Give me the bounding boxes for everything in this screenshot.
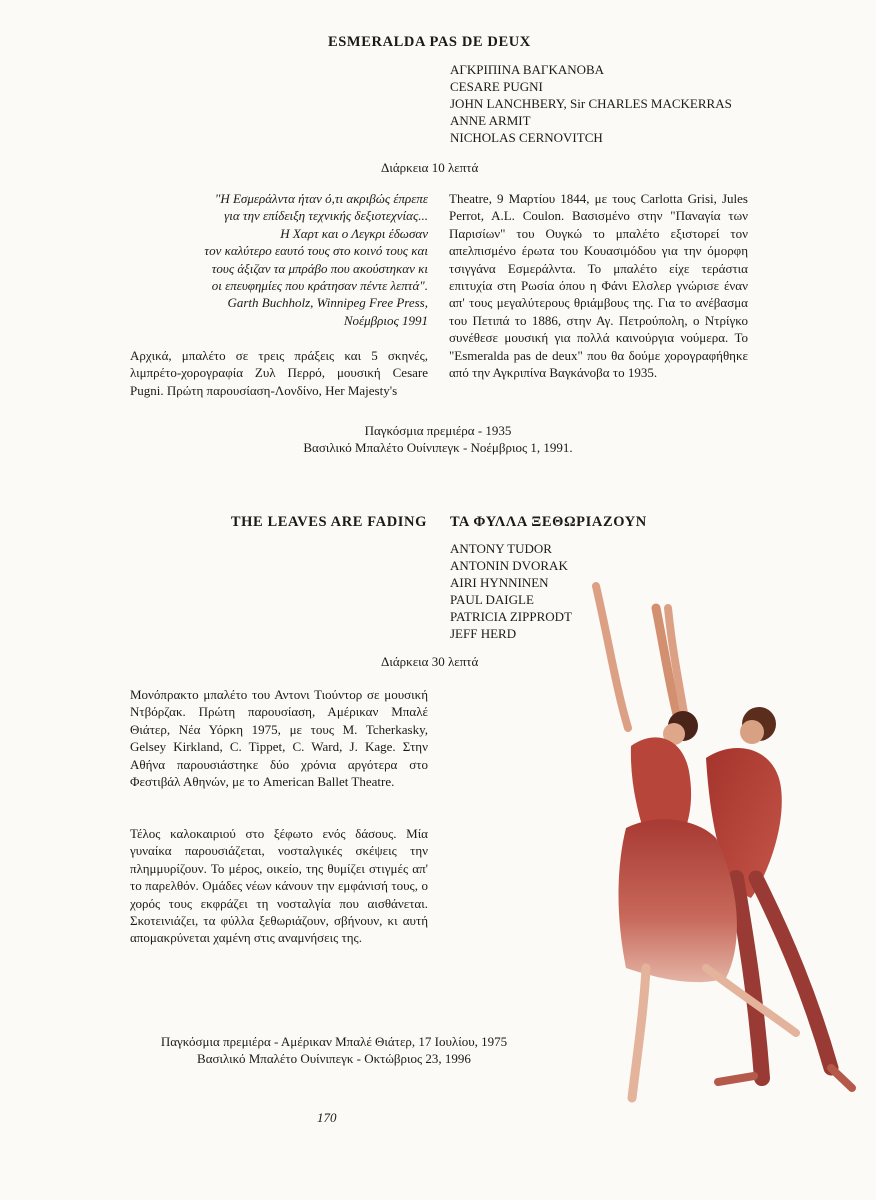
leaves-synopsis: Τέλος καλοκαιριού στο ξέφωτο ενός δάσους. Μία γυναίκα παρουσιάζεται, νοσταλγικές σκέψεις την πλημμυρίζουν. Το μέρος, οικείο, της θυμίζει στιγμές απ' το παρελθόν. Ομάδες νέων κάνουν την εμφάνισή τους, ο χορός τους εκφράζει τη νοσταλγία που αισθάνεται. Σκοτεινιάζει, τα φύλλα ξεθωριάζουν, σβήνουν, κι αυτή απομακρύνεται χαμένη στις αναμνήσεις της. [130, 826, 428, 946]
quote-line: για την επίδειξη τεχνικής δεξιοτεχνίας... [224, 208, 428, 224]
quote-line: οι επευφημίες που κράτησαν πέντε λεπτά". [211, 278, 428, 294]
leaves-title-english: THE LEAVES ARE FADING [230, 514, 427, 530]
esmeralda-history-right: Theatre, 9 Μαρτίου 1844, με τους Carlotta Grisi, Jules Perrot, A.L. Coulon. Βασισμένο στην "Παναγία των Παρισίων" του Ουγκώ το μπαλέτο εξιστορεί τον απελπισμένο έρωτα του Κουασιμόδου για την όμορφη τσιγγάνα Εσμεράλντα. Το μπαλέτο είχε τεράστια επιτυχία στη Ρωσία όπου η Φάνι Ελσλερ γνώρισε έναν απ' τους μεγαλύτερους θριάμβους της. Για το ανέβασμα του Πετιπά το 1886, στην Αγ. Πετρούπολη, ο Ντρίγκο συνέθεσε μουσική για πολλά καινούργια νούμερα. Το "Esmeralda pas de deux" που θα δούμε χορογραφήθηκε από την Αγκριπίνα Βαγκάνοβα το 1935. [449, 191, 748, 381]
credit-name: PATRICIA ZIPPRODT [450, 609, 572, 624]
credit-name: ANNE ARMIT [450, 113, 531, 128]
credit-name: ANTONY TUDOR [450, 541, 552, 556]
quote-attribution: Garth Buchholz, Winnipeg Free Press, [227, 295, 428, 311]
credit-name: ANTONIN DVORAK [450, 558, 568, 573]
esmeralda-winnipeg-premiere: Βασιλικό Μπαλέτο Ουίνιπεγκ - Νοέμβριος 1, 1991. [303, 440, 573, 455]
quote-line: "Η Εσμεράλντα ήταν ό,τι ακριβώς έπρεπε [214, 191, 428, 206]
credit-name: ΑΓΚΡΙΠΙΝΑ ΒΑΓΚΑΝΟΒΑ [450, 62, 605, 77]
credit-name: JEFF HERD [450, 626, 517, 641]
esmeralda-review-quote [130, 190, 428, 329]
credit-name: AIRI HYNNINEN [450, 575, 549, 590]
credit-name: PAUL DAIGLE [450, 592, 534, 607]
esmeralda-history-left: Αρχικά, μπαλέτο σε τρεις πράξεις και 5 σκηνές, λιμπρέτο-χορογραφία Ζυλ Περρό, μουσική Cesare Pugni. Πρώτη παρουσίαση-Λονδίνο, Her Majesty's [130, 348, 428, 398]
quote-line: Η Χαρτ και ο Λεγκρι έδωσαν [280, 225, 428, 241]
esmeralda-credits [0, 62, 876, 152]
dancers-photo [586, 578, 866, 1108]
leaves-title-greek: ΤΑ ΦΥΛΛΑ ΞΕΘΩΡΙΑΖΟΥΝ [450, 514, 647, 530]
credit-name: JOHN LANCHBERY, Sir CHARLES MACKERRAS [450, 96, 732, 111]
quote-date: Νοέμβριος 1991 [343, 312, 428, 328]
leaves-world-premiere: Παγκόσμια πρεμιέρα - Αμέρικαν Μπαλέ Θιάτερ, 17 Ιουλίου, 1975 [160, 1034, 508, 1049]
credit-name: CESARE PUGNI [450, 79, 543, 94]
quote-line: τους άξιζαν τα μπράβο που ακούστηκαν κι [211, 260, 428, 276]
esmeralda-world-premiere: Παγκόσμια πρεμιέρα - 1935 [364, 423, 512, 438]
page-number: 170 [317, 1110, 337, 1125]
leaves-duration: Διάρκεια 30 λεπτά [381, 654, 479, 669]
esmeralda-title: ESMERALDA PAS DE DEUX [328, 34, 531, 50]
credit-name: NICHOLAS CERNOVITCH [450, 130, 603, 145]
esmeralda-duration: Διάρκεια 10 λεπτά [381, 160, 479, 175]
leaves-winnipeg-premiere: Βασιλικό Μπαλέτο Ουίνιπεγκ - Οκτώβριος 23, 1996 [197, 1051, 471, 1066]
leaves-history: Μονόπρακτο μπαλέτο του Αντονι Τιούντορ σε μουσική Ντβόρζακ. Πρώτη παρουσίαση, Αμέρικαν Μπαλέ Θιάτερ, Νέα Υόρκη 1975, με τους M. Tcherkasky, Gelsey Kirkland, C. Tippet, C. Ward, J. Kage. Στην Αθήνα παρουσιάστηκε δύο χρόνια αργότερα στο Φεστιβάλ Αθηνών, με το American Ballet Theatre. [130, 687, 428, 790]
quote-line: τον καλύτερο εαυτό τους στο κοινό τους και [204, 243, 428, 259]
